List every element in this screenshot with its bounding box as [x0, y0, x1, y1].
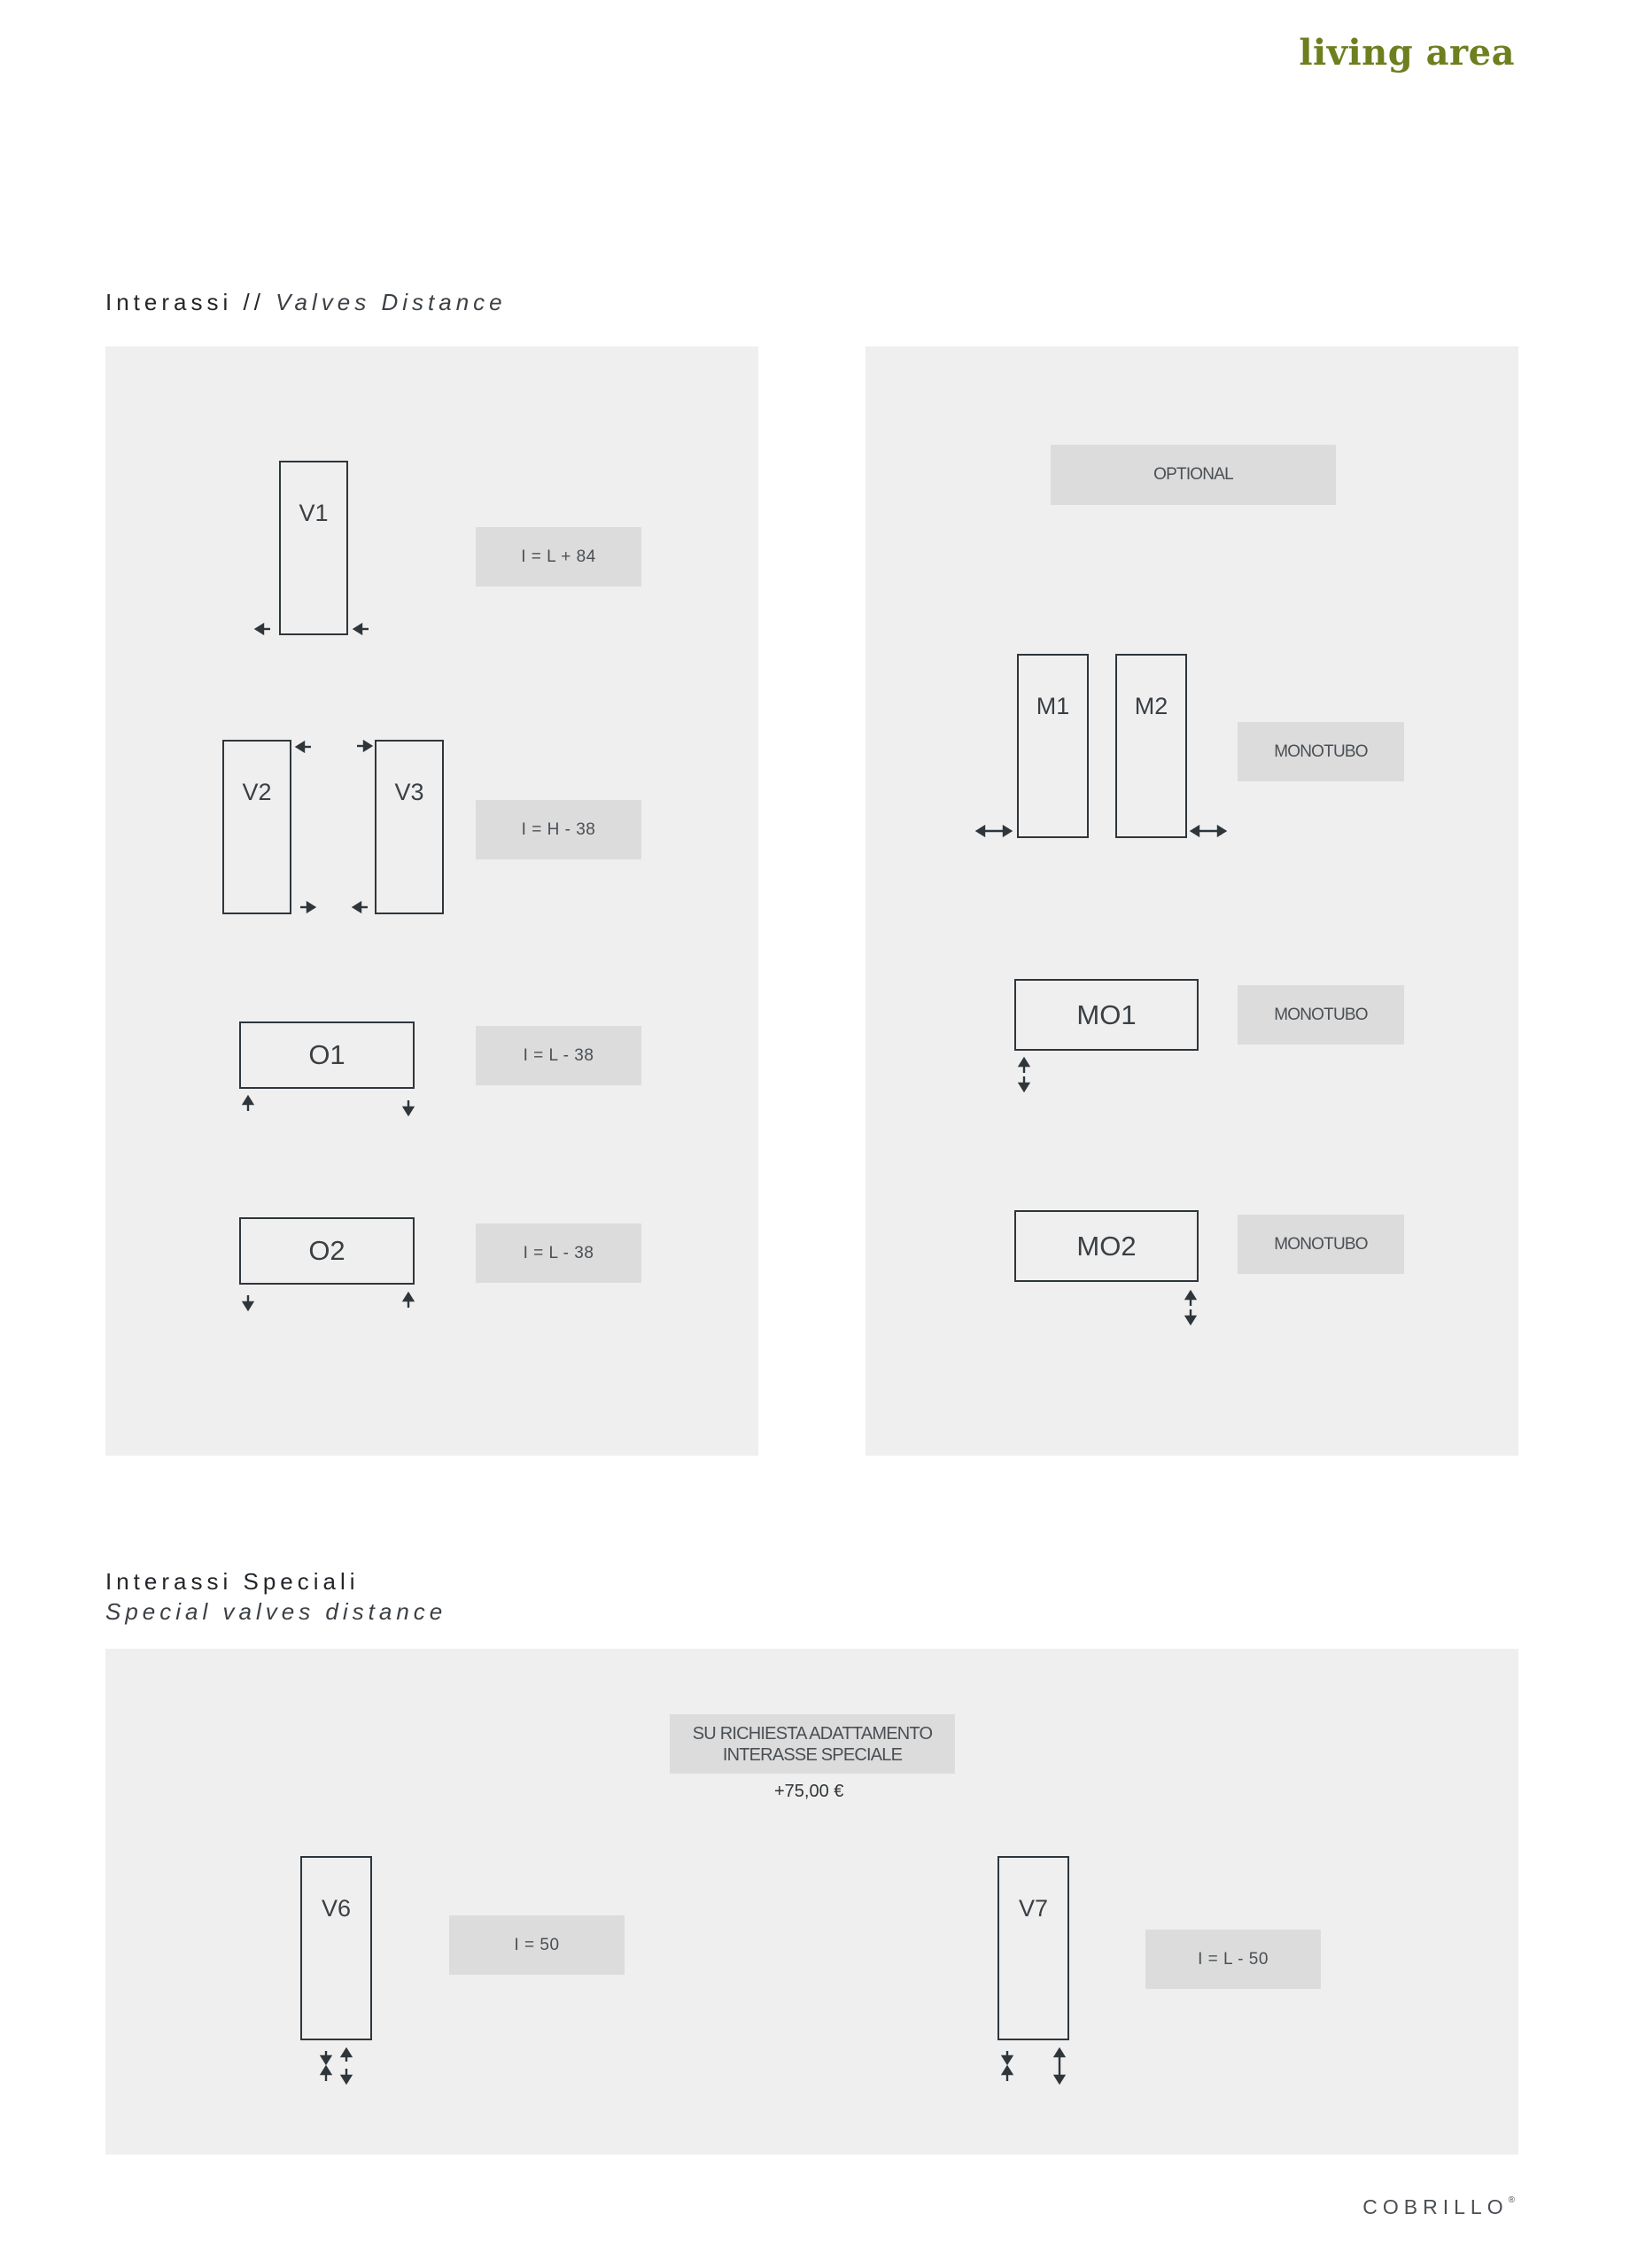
registered-mark: ® [1508, 2195, 1515, 2205]
formula-v6: I = 50 [449, 1915, 625, 1975]
section-title: living area [1299, 32, 1515, 74]
radiator-v2: V2 [222, 740, 291, 914]
radiator-v3: V3 [375, 740, 444, 914]
valve-arrows-right [865, 346, 1518, 1456]
heading-it: Interassi [105, 289, 233, 315]
radiator-v1: V1 [279, 461, 348, 635]
formula-o2: I = L - 38 [476, 1223, 641, 1283]
special-heading: Interassi Speciali [105, 1568, 360, 1595]
radiator-m1: M1 [1017, 654, 1089, 838]
special-heading-en: Special valves distance [105, 1598, 447, 1625]
radiator-v7: V7 [997, 1856, 1069, 2040]
radiator-o1: O1 [239, 1021, 415, 1089]
radiator-mo1: MO1 [1014, 979, 1199, 1051]
optional-label: OPTIONAL [1051, 445, 1336, 505]
notice-line-1: SU RICHIESTA ADATTAMENTO [692, 1723, 933, 1744]
radiator-v6: V6 [300, 1856, 372, 2040]
formula-v1: I = L + 84 [476, 527, 641, 586]
heading-separator: // [232, 289, 276, 315]
radiator-m2: M2 [1115, 654, 1187, 838]
valves-left-panel [105, 346, 758, 1456]
notice-line-2: INTERASSE SPECIALE [722, 1744, 903, 1765]
valve-arrows-special [105, 1649, 1518, 2155]
valves-distance-heading [105, 289, 507, 316]
special-panel [105, 1649, 1518, 2155]
radiator-o2: O2 [239, 1217, 415, 1285]
heading-en: Valves Distance [276, 289, 507, 315]
special-price: +75,00 € [774, 1782, 844, 1801]
formula-v2-v3: I = H - 38 [476, 800, 641, 859]
formula-o1: I = L - 38 [476, 1026, 641, 1085]
formula-mo1: MONOTUBO [1238, 985, 1404, 1045]
formula-m1-m2: MONOTUBO [1238, 722, 1404, 781]
brand-logo: COBRILLO® [1362, 2195, 1515, 2218]
formula-mo2: MONOTUBO [1238, 1215, 1404, 1274]
radiator-mo2: MO2 [1014, 1210, 1199, 1282]
valves-right-panel [865, 346, 1518, 1456]
formula-v7: I = L - 50 [1145, 1930, 1321, 1989]
